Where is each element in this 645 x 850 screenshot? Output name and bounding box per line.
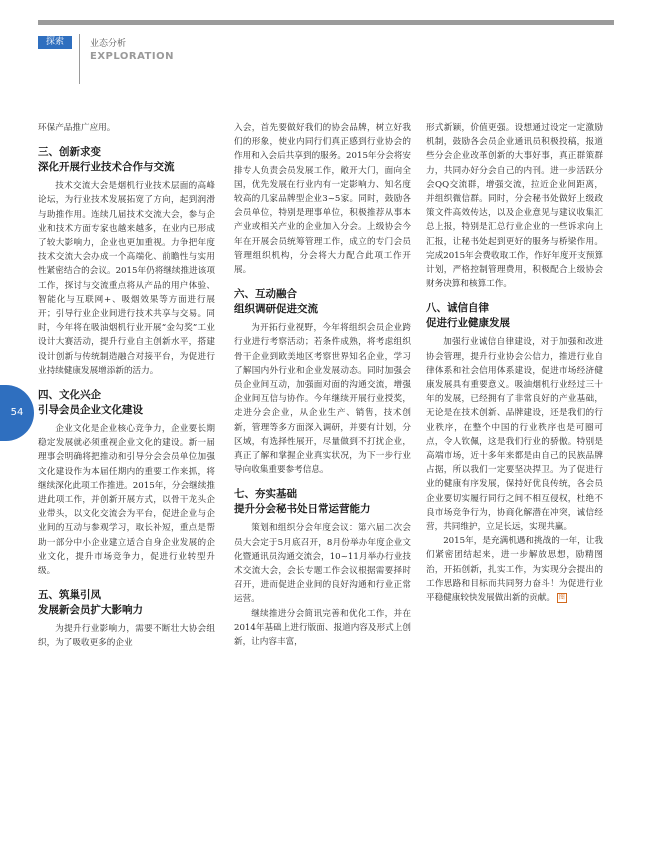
top-bar — [38, 20, 614, 25]
heading-line: 三、创新求变 — [38, 146, 101, 159]
column-3 — [426, 121, 603, 605]
paragraph: 形式新颖，价值更强。设想通过设定一定激励机制，鼓励各会员企业通讯员积极投稿，报道些分会企业改革创新的大事好事，真正群策群力，共同办好分会自己的内刊。进一步活跃分会QQ交流群，增强交流，拉近企业间距离，并组织微信群。同时，分会秘书处做好上级政策文件高效传达，以及企业意见与建议收集汇总上报，特别是汇总行业企业的一些诉求向上汇报，让秘书处起到更好的服务与桥梁作用。完成2015年会费收取工作，作好年度开支预算计划，严格控制管理费用，积极配合上级协会财务决算和核算工作。 — [426, 123, 603, 290]
page-number: 54 — [0, 385, 34, 441]
heading-line: 促进行业健康发展 — [426, 317, 510, 330]
heading-line: 四、文化兴企 — [38, 389, 101, 402]
paragraph: 加强行业诚信自律建设，对于加强和改进协会管理，提升行业协会公信力，推进行业自律体系和社会信用体系建设，促进市场经济健康发展具有重要意义。吸油烟机行业经过三十年的发展，已经拥有了非常良好的产业基础，无论是在技术创新、品牌建设，还是我们的行业秩序，在整个中国的行业秩序也是可圈可点，令人钦佩，这是我们行业的骄傲。特别是高端市场，近十多年来都是由自己的民族品牌占据，所以我们一定要坚决捍卫。为了促进行业的健康有序发展，保持好优良传统，各会员企业要切实履行同行之间不相互侵权，杜绝不良市场竞争行为，协商化解潜在冲突，诚信经营，共同维护，立足长远，实现共赢。 — [426, 337, 603, 533]
paragraph: 企业文化是企业核心竞争力，企业要长期稳定发展就必须重视企业文化的建设。新一届理事会明确将把推动和引导分会会员单位加强文化建设作为本届任期内的重要工作来抓，将继续深化此项工作推进。2015年，分会继续推进此项工作，并创新开展方式，以骨干龙头企业带头，以文化交流会为平台，促进企业与企业间的互动与参观学习，取长补短，重点是帮助一部分中小企业建立适合自身企业发展的企业文化，提升市场竞争力，促进行业转型升级。 — [38, 424, 215, 577]
heading-line: 七、夯实基础 — [234, 488, 297, 501]
section-heading-3 — [38, 145, 215, 175]
section-tag: 探索 — [38, 36, 72, 49]
heading-line: 五、筑巢引凤 — [38, 589, 101, 602]
section-heading-7 — [234, 487, 411, 517]
section-heading-5 — [38, 588, 215, 618]
paragraph-final — [426, 534, 603, 605]
header-divider — [79, 34, 80, 84]
paragraph: 为开拓行业视野，今年将组织会员企业跨行业进行考察活动；若条件成熟，将考虑组织骨干企业到欧美地区考察世界知名企业，学习了解国内外行业和企业发展动态。同时加强会员企业间互动，加强面对面的沟通交流，增强企业间互信与协作。今年继续开展行业授奖，走进分会企业，从企业生产、销售，技术创新，管理等多方面深入调研，并要有计划，分区域，有选择性展开，尽量做到不打扰企业，真正了解和掌握企业真实状况，为下一步行业导向收集重要参考信息。 — [234, 323, 411, 476]
end-mark-icon: 图 — [558, 593, 565, 601]
paragraph: 入会，首先要做好我们的协会品牌，树立好我们的形象，使业内同行们真正感到行业协会的作用和入会后共享到的服务。2015年分会将安排专人负责会员发展工作，敞开大门，面向全国，优先发展在行业内有一定影响力、知名度较高的几家品牌型企业3~5家。同时，鼓励各会员单位，特别是理事单位，积极推荐从事本产业或相关产业的企业加入分会。上级协会今年在开展会员统筹管理工作，成立的专门会员管理组织机构，分会将大力配合此项工作开展。 — [234, 123, 411, 276]
paragraph: 环保产品推广应用。 — [38, 123, 116, 133]
paragraph: 技术交流大会是烟机行业技术层面的高峰论坛，为行业技术发展拓宽了方向，起到润滑与助推作用。连续几届技术交流大会，参与企业和技术方面专家也越来越多，在业内已形成了较大影响力，企业也更加重视。力争把年度技术交流大会办成一个高端化、前瞻性与实用性紧密结合的会议。2015年仍将继续推进该项工作，探讨与交流重点将从产品的用户体验、智能化与互联网+、吸烟效果等方面进行展开；引导行业企业间进行技术共享与交易。同时，今年将在吸油烟机行业开展“金勾奖”工业设计大赛活动，提升行业自主创新水平，搭建设计创新与传统制造融合对接平台，为促进行业持续健康发展增添新的活力。 — [38, 181, 215, 376]
heading-line: 组织调研促进交流 — [234, 303, 318, 316]
heading-line: 提升分会秘书处日常运营能力 — [234, 503, 371, 516]
paragraph-text: 2015年，是充满机遇和挑战的一年，让我们紧密团结起来，进一步解放思想，励精图治，开拓创新，扎实工作，为实现分会提出的工作思路和目标而共同努力奋斗！为促进行业平稳健康较快发展做出新的贡献。 — [426, 536, 603, 604]
section-heading-6 — [234, 287, 411, 317]
section-heading-4 — [38, 388, 215, 418]
header-subtitle: EXPLORATION — [90, 51, 174, 62]
paragraph: 为提升行业影响力，需要不断壮大协会组织，为了吸收更多的企业 — [38, 624, 215, 649]
paragraph: 继续推进分会简讯完善和优化工作，并在2014年基础上进行版面、报道内容及形式上创新，让内容丰富， — [234, 608, 411, 648]
section-heading-8 — [426, 301, 603, 331]
column-1 — [38, 121, 215, 651]
paragraph: 策划和组织分会年度会议：第六届二次会员大会定于5月底召开，8月份举办年度企业文化暨通讯员沟通交流会，10~11月举办行业技术交流大会，会长专题工作会议根据需要择时召开，进而促进企业间的良好沟通和行业正常运营。 — [234, 523, 411, 605]
header-title: 业态分析 — [90, 39, 127, 49]
column-2 — [234, 121, 411, 649]
heading-line: 引导会员企业文化建设 — [38, 404, 143, 417]
heading-line: 深化开展行业技术合作与交流 — [38, 161, 175, 174]
heading-line: 八、诚信自律 — [426, 302, 489, 315]
heading-line: 六、互动融合 — [234, 288, 297, 301]
heading-line: 发展新会员扩大影响力 — [38, 604, 143, 617]
